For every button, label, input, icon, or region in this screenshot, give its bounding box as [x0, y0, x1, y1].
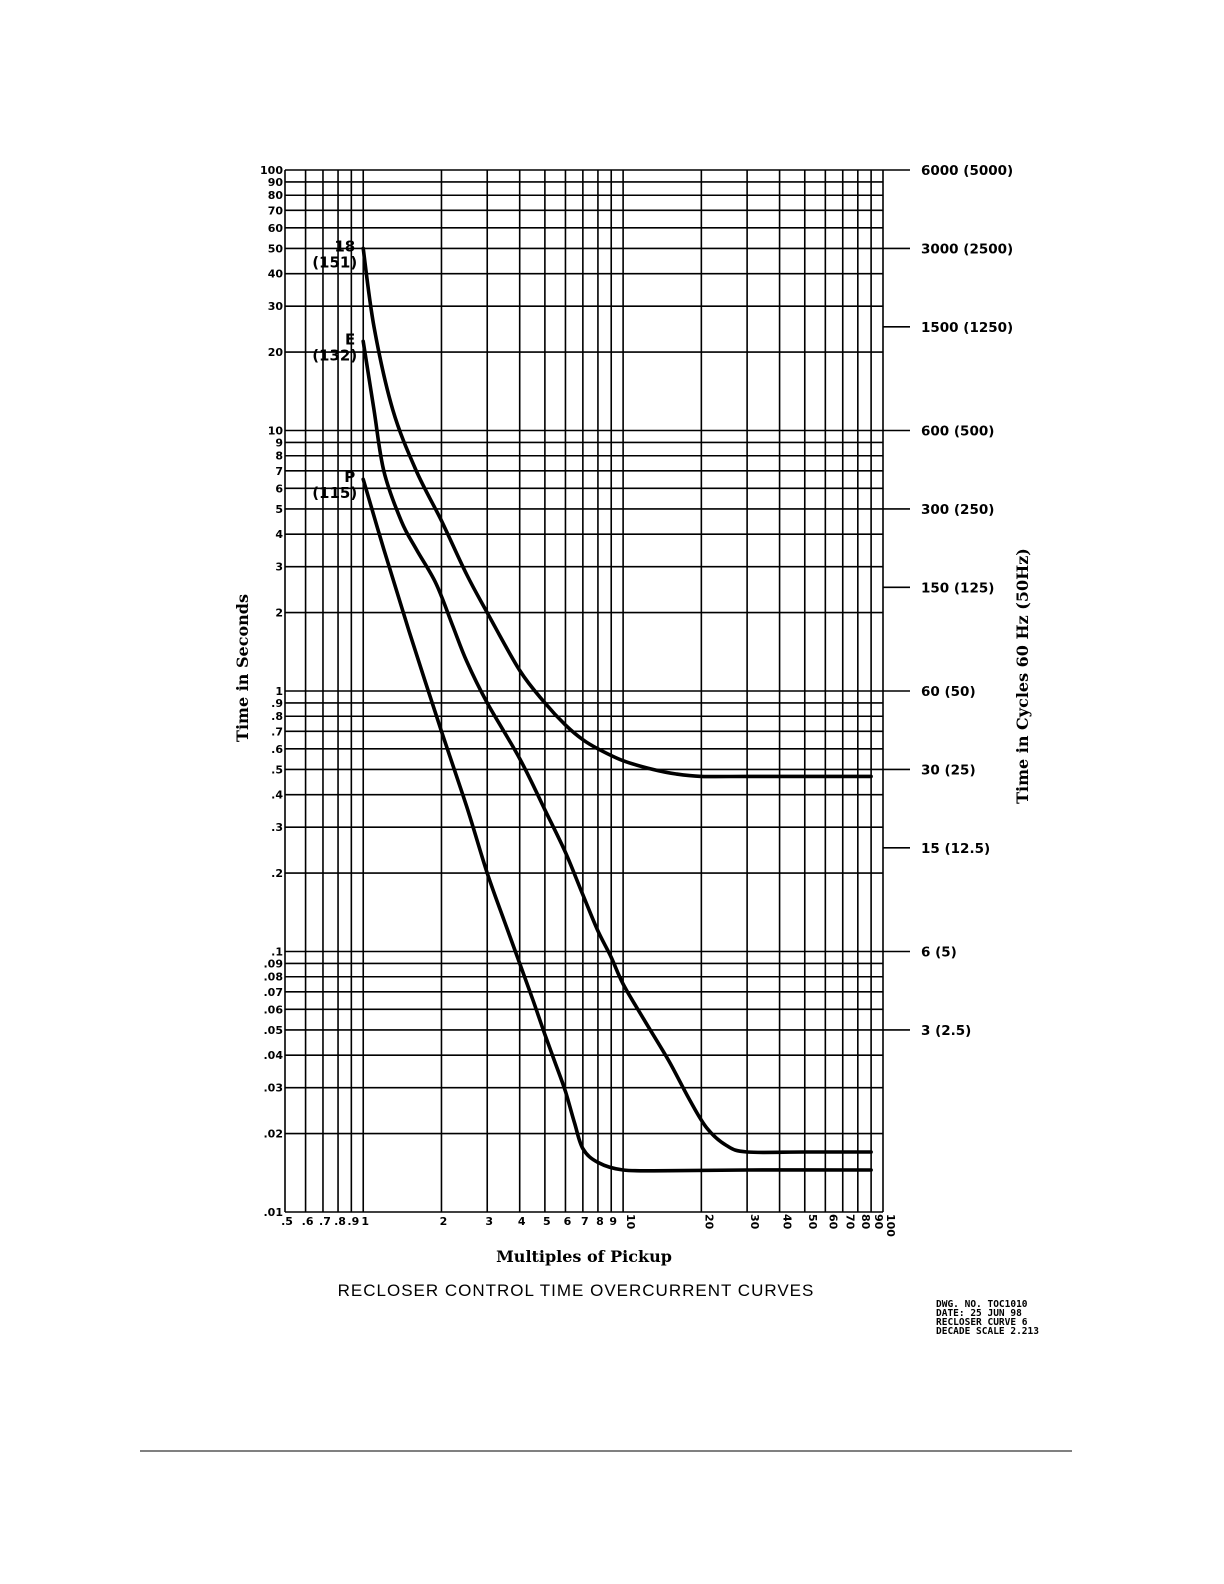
x-tick-label: .6 [301, 1215, 314, 1228]
right-axis-title: Time in Cycles 60 Hz (50Hz) [1013, 548, 1032, 804]
right-axis-label: 6000 (5000) [921, 163, 1014, 179]
y-tick-label: .07 [263, 985, 283, 999]
x-tick-label: 80 [858, 1214, 872, 1230]
y-tick-label: 90 [267, 175, 283, 189]
y-tick-label: .02 [263, 1127, 283, 1141]
curve-18 [363, 248, 871, 776]
x-tick-label: 6 [563, 1215, 572, 1228]
y-tick-label: .8 [271, 710, 283, 724]
x-tick-label: 50 [805, 1214, 819, 1230]
x-tick-label: 1 [361, 1215, 370, 1228]
drawing-info-block [936, 1299, 1039, 1337]
y-tick-label: 3 [275, 560, 283, 574]
x-tick-label: 40 [780, 1214, 794, 1230]
x-tick-label: 3 [485, 1215, 494, 1228]
y-tick-label: .9 [271, 696, 283, 710]
y-tick-label: .08 [263, 970, 283, 984]
y-tick-label: 9 [275, 436, 283, 450]
right-axis-label: 6 (5) [921, 944, 957, 961]
y-axis-title: Time in Seconds [233, 594, 252, 742]
y-tick-label: 40 [267, 267, 283, 281]
y-tick-label: .3 [271, 821, 283, 835]
y-tick-label: 1 [275, 685, 283, 698]
right-axis-label: 3000 (2500) [921, 241, 1014, 258]
y-tick-label: 100 [260, 164, 283, 177]
x-tick-label: 5 [543, 1215, 551, 1228]
y-tick-label: .06 [263, 1003, 283, 1017]
curves [363, 248, 871, 1170]
x-tick-label: .7 [319, 1215, 331, 1228]
right-axis-cycle-labels [883, 163, 1013, 1039]
y-tick-label: .6 [271, 742, 283, 756]
y-tick-label: 80 [267, 189, 283, 203]
y-tick-label: .03 [263, 1081, 283, 1095]
curve-labels [312, 237, 357, 502]
right-axis-label: 60 (50) [921, 684, 976, 700]
y-tick-label: 7 [275, 464, 283, 478]
y-tick-label: 2 [275, 606, 283, 620]
y-tick-label: .5 [271, 763, 283, 777]
right-axis-label: 600 (500) [921, 423, 995, 440]
y-tick-label: .05 [263, 1023, 283, 1037]
x-tick-label: 2 [439, 1215, 448, 1228]
y-tick-label: .09 [263, 957, 283, 971]
y-tick-label: 8 [275, 449, 283, 463]
y-tick-label: 20 [267, 346, 283, 360]
x-tick-label: 60 [826, 1214, 840, 1230]
x-tick-label: .8 [334, 1215, 346, 1228]
right-axis-label: 15 (12.5) [921, 840, 991, 857]
curve-e [363, 341, 871, 1152]
right-axis-label: 3 (2.5) [921, 1022, 972, 1039]
curve-label-name: 18 [334, 237, 356, 256]
x-tick-label: .9 [347, 1215, 360, 1228]
right-axis-label: 30 (25) [921, 762, 976, 779]
y-tick-label: .04 [263, 1049, 283, 1063]
y-tick-label: .4 [271, 788, 283, 802]
x-tick-label: 20 [702, 1214, 716, 1230]
drawing-number: DWG. NO. TOC1010 [936, 1299, 1028, 1310]
y-tick-label: .7 [271, 725, 283, 739]
curve-label-alt: (151) [312, 253, 358, 272]
y-tick-label: 30 [267, 300, 283, 314]
y-tick-label: .2 [271, 867, 283, 881]
curve-label-alt: (115) [312, 484, 358, 503]
y-tick-label: 10 [267, 424, 283, 438]
right-axis-label: 300 (250) [921, 501, 995, 518]
x-tick-label: 8 [596, 1215, 604, 1228]
y-tick-label: 6 [275, 482, 283, 496]
curve-label-name: E [344, 330, 356, 349]
x-tick-label: 100 [884, 1214, 897, 1237]
x-tick-label: 10 [624, 1214, 638, 1230]
y-tick-label: 4 [275, 528, 283, 542]
y-tick-label: .1 [271, 945, 283, 959]
x-tick-label: 9 [609, 1215, 618, 1228]
curve-p [363, 479, 871, 1171]
curve-label-alt: (132) [312, 346, 358, 365]
x-tick-label: 4 [517, 1215, 526, 1228]
y-tick-label: 70 [267, 204, 283, 218]
x-tick-label: 30 [748, 1214, 762, 1230]
y-tick-label: 50 [267, 242, 283, 256]
drawing-date: DATE: 25 JUN 98 [936, 1308, 1022, 1319]
curve-label-name: P [344, 468, 356, 487]
x-tick-label: .5 [281, 1215, 293, 1228]
y-tick-label: 60 [267, 221, 283, 235]
y-axis-tick-labels [260, 164, 283, 1219]
x-axis-title: Multiples of Pickup [496, 1247, 672, 1266]
x-tick-label: 70 [843, 1214, 857, 1230]
drawing-curve: RECLOSER CURVE 6 [936, 1317, 1028, 1328]
drawing-scale: DECADE SCALE 2.213 [936, 1326, 1039, 1337]
x-tick-label: 7 [581, 1215, 589, 1228]
chart-title: RECLOSER CONTROL TIME OVERCURRENT CURVES [337, 1281, 815, 1300]
right-axis-label: 1500 (1250) [921, 319, 1014, 336]
y-tick-label: .01 [263, 1206, 283, 1219]
right-axis-label: 150 (125) [921, 580, 995, 597]
y-tick-label: 5 [275, 502, 283, 516]
x-axis-tick-labels [281, 1214, 897, 1237]
x-tick-label: 90 [872, 1214, 886, 1230]
